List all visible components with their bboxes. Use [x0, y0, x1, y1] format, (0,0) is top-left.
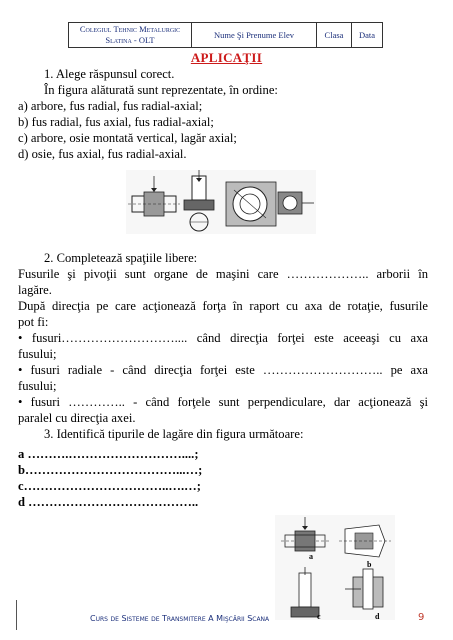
q2-line-5: • fusuri……………………….... când direcţia forţei este aceeaşi cu axa	[18, 331, 428, 345]
q3-heading: 3. Identifică tipurile de lagăre din figura următoare:	[44, 427, 304, 441]
q3-blank-c: c……………………………..….…;	[18, 479, 201, 493]
q2-line-8: fusului;	[18, 379, 57, 393]
school-cell	[69, 23, 192, 48]
q3-blank-d: d …………………………………..	[18, 495, 199, 509]
date-cell: Data	[352, 23, 383, 48]
q3-blank-a: a ……….………………………....;	[18, 447, 199, 461]
q2-line-1: Fusurile şi pivoţii sunt organe de maşini care ……………….. arborii în	[18, 267, 428, 281]
bearing-b-label: b	[367, 560, 372, 569]
footer-course: Curs de Sisteme de Transmitere A Mişcării Scana	[90, 614, 270, 623]
bearings-figure	[275, 515, 395, 620]
q2-line-3: După direcţia pe care acţionează forţa în raport cu axa de rotaţie, fusurile	[18, 299, 428, 313]
q1-option-c: c) arbore, osie montată vertical, lagăr axial;	[18, 131, 237, 145]
q1-prompt: În figura alăturată sunt reprezentate, în ordine:	[44, 83, 278, 97]
bearing-d-label: d	[375, 612, 380, 620]
page-title: APLICAŢII	[190, 50, 263, 65]
school-name: Colegiul Tehnic Metalurgic	[79, 24, 181, 34]
journals-figure	[126, 170, 316, 234]
q2-line-2: lagăre.	[18, 283, 52, 297]
q2-line-7: • fusuri radiale - când direcţia forţei este ……………………….. pe axa	[18, 363, 428, 377]
page-number: 9	[418, 612, 425, 623]
q2-heading: 2. Completează spaţiile libere:	[44, 251, 198, 265]
q3-blank-b: b………………………………...…;	[18, 463, 203, 477]
q2-line-10: paralel cu direcţia axei.	[18, 411, 136, 425]
q2-line-6: fusului;	[18, 347, 57, 361]
class-cell: Clasa	[316, 23, 351, 48]
margin-rule	[16, 600, 17, 630]
q2-line-9: • fusuri ………….. - când forţele sunt perpendiculare, dar acţionează şi	[18, 395, 428, 409]
q2-line-4: pot fi:	[18, 315, 49, 329]
student-name-cell: Nume Şi Prenume Elev	[192, 23, 317, 48]
bearing-c-label: c	[317, 612, 321, 620]
school-location: Slatina - OLT	[105, 35, 155, 45]
q1-option-a: a) arbore, fus radial, fus radial-axial;	[18, 99, 203, 113]
header-table	[68, 22, 383, 48]
q1-option-d: d) osie, fus axial, fus radial-axial.	[18, 147, 187, 161]
bearing-a-label: a	[309, 552, 313, 561]
q1-heading: 1. Alege răspunsul corect.	[44, 67, 175, 81]
q1-option-b: b) fus radial, fus axial, fus radial-axial;	[18, 115, 214, 129]
